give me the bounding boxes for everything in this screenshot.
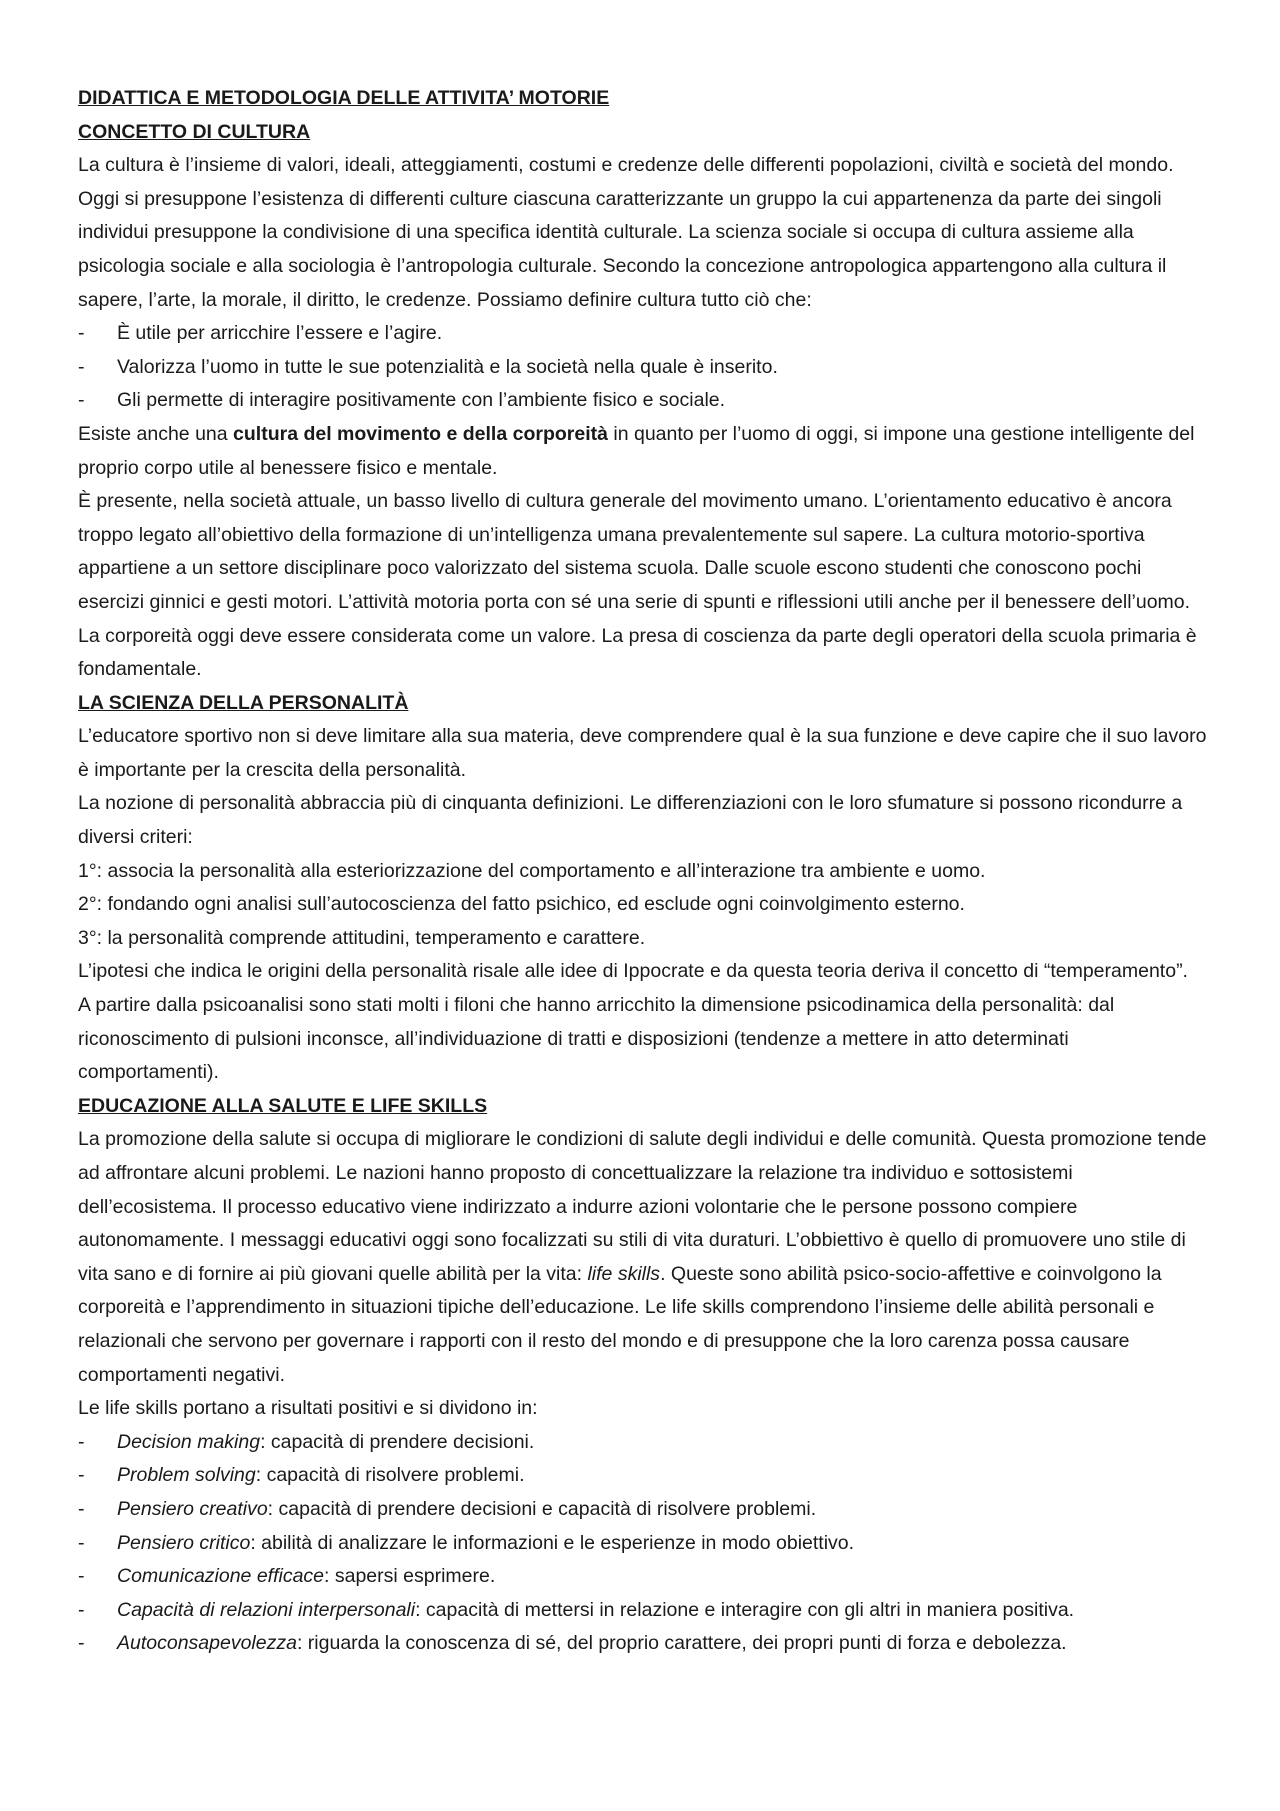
paragraph-personalita-2: La nozione di personalità abbraccia più di cinquanta definizioni. Le differenziazioni con le loro sfumature si possono ricondurre a diversi criteri:: [78, 792, 1183, 849]
list-dash: -: [78, 1430, 85, 1453]
document-title: DIDATTICA E METODOLOGIA DELLE ATTIVITA’ MOTORIE: [78, 87, 610, 109]
list-dash: -: [78, 1497, 85, 1520]
document-page: [78, 82, 1212, 1661]
list-dash: -: [78, 1565, 85, 1588]
heading-cultura: CONCETTO DI CULTURA: [78, 120, 311, 143]
list-dash: -: [78, 1464, 85, 1487]
heading-personalita: LA SCIENZA DELLA PERSONALITÀ: [78, 691, 409, 714]
list-item: - Pensiero critico: abilità di analizzare le informazioni e le esperienze in modo obiettivo.: [78, 1527, 1212, 1561]
list-dash: -: [78, 1632, 85, 1655]
bold-term: cultura del movimento e della corporeità: [233, 422, 608, 445]
list-item: - Capacità di relazioni interpersonali: capacità di mettersi in relazione e interagire con gli altri in maniera positiva.: [78, 1594, 1212, 1628]
list-item: - Comunicazione efficace: sapersi esprimere.: [78, 1560, 1212, 1594]
list-item: - Valorizza l’uomo in tutte le sue potenzialità e la società nella quale è inserito.: [78, 351, 1212, 385]
criterio-1: 1°: associa la personalità alla esteriorizzazione del comportamento e all’interazione tra ambiente e uomo.: [78, 859, 986, 882]
list-dash: -: [78, 322, 85, 345]
list-dash: -: [78, 389, 85, 412]
list-item: - È utile per arricchire l’essere e l’agire.: [78, 317, 1212, 351]
paragraph-salute-2: Le life skills portano a risultati positivi e si dividono in:: [78, 1397, 538, 1420]
paragraph-personalita-3: L’ipotesi che indica le origini della personalità risale alle idee di Ippocrate e da questa teoria deriva il concetto di “temperamento”.: [78, 960, 1188, 983]
paragraph-cultura-movimento: Esiste anche una cultura del movimento e della corporeità in quanto per l’uomo di oggi, si impone una gestione intelligente del proprio corpo utile al benessere fisico e mentale.: [78, 422, 1195, 479]
list-dash: -: [78, 1598, 85, 1621]
list-item: - Problem solving: capacità di risolvere problemi.: [78, 1459, 1212, 1493]
paragraph-personalita-4: A partire dalla psicoanalisi sono stati molti i filoni che hanno arricchito la dimensione psicodinamica della personalità: dal riconoscimento di pulsioni inconsce, all’individuazione di tratti e disposizioni (tendenze a mettere in atto determinati comportamenti).: [78, 994, 1115, 1084]
italic-term: life skills: [587, 1262, 661, 1285]
list-item: - Gli permette di interagire positivamente con l’ambiente fisico e sociale.: [78, 384, 1212, 418]
heading-salute: EDUCAZIONE ALLA SALUTE E LIFE SKILLS: [78, 1094, 488, 1117]
list-item: - Pensiero creativo: capacità di prendere decisioni e capacità di risolvere problemi.: [78, 1493, 1212, 1527]
list-item: - Autoconsapevolezza: riguarda la conoscenza di sé, del proprio carattere, dei propri punti di forza e debolezza.: [78, 1627, 1212, 1661]
list-item: - Decision making: capacità di prendere decisioni.: [78, 1426, 1212, 1460]
paragraph-personalita-1: L’educatore sportivo non si deve limitare alla sua materia, deve comprendere qual è la sua funzione e deve capire che il suo lavoro è importante per la crescita della personalità.: [78, 725, 1207, 781]
paragraph-cultura-societa: È presente, nella società attuale, un basso livello di cultura generale del movimento umano. L’orientamento educativo è ancora troppo legato all’obiettivo della formazione di un’intelligenza umana prevalentemente sul sapere. La cultura motorio-sportiva appartiene a un settore disciplinare poco valorizzato del sistema scuola. Dalle scuole escono studenti che conoscono pochi esercizi ginnici e gesti motori. L’attività motoria porta con sé una serie di spunti e riflessioni utili anche per il benessere dell’uomo. La corporeità oggi deve essere considerata come un valore. La presa di coscienza da parte degli operatori della scuola primaria è fondamentale.: [78, 490, 1197, 681]
list-dash: -: [78, 355, 85, 378]
list-dash: -: [78, 1531, 85, 1554]
paragraph-salute-1: La promozione della salute si occupa di migliorare le condizioni di salute degli individui e delle comunità. Questa promozione tende ad affrontare alcuni problemi. Le nazioni hanno proposto di concettualizzare la relazione tra individuo e sottosistemi dell’ecosistema. Il processo educativo viene indirizzato a indurre azioni volontarie che le persone possono compiere autonomamente. I messaggi educativi oggi sono focalizzati su stili di vita duraturi. L’obbiettivo è quello di promuovere uno stile di vita sano e di fornire ai più giovani quelle abilità per la vita: life skills. Queste sono abilità psico-socio-affettive e coinvolgono la corporeità e l’apprendimento in situazioni tipiche dell’educazione. Le life skills comprendono l’insieme delle abilità personali e relazionali che servono per governare i rapporti con il resto del mondo e di presuppone che la loro carenza possa causare comportamenti negativi.: [78, 1128, 1207, 1386]
paragraph-cultura-intro: La cultura è l’insieme di valori, ideali, atteggiamenti, costumi e credenze delle differenti popolazioni, civiltà e società del mondo. Oggi si presuppone l’esistenza di differenti culture ciascuna caratterizzante un gruppo la cui appartenenza da parte dei singoli individui presuppone la condivisione di una specifica identità culturale. La scienza sociale si occupa di cultura assieme alla psicologia sociale e alla sociologia è l’antropologia culturale. Secondo la concezione antropologica appartengono alla cultura il sapere, l’arte, la morale, il diritto, le credenze. Possiamo definire cultura tutto ciò che:: [78, 154, 1174, 311]
criterio-3: 3°: la personalità comprende attitudini, temperamento e carattere.: [78, 926, 646, 949]
criterio-2: 2°: fondando ogni analisi sull’autocoscienza del fatto psichico, ed esclude ogni coinvolgimento esterno.: [78, 893, 965, 916]
